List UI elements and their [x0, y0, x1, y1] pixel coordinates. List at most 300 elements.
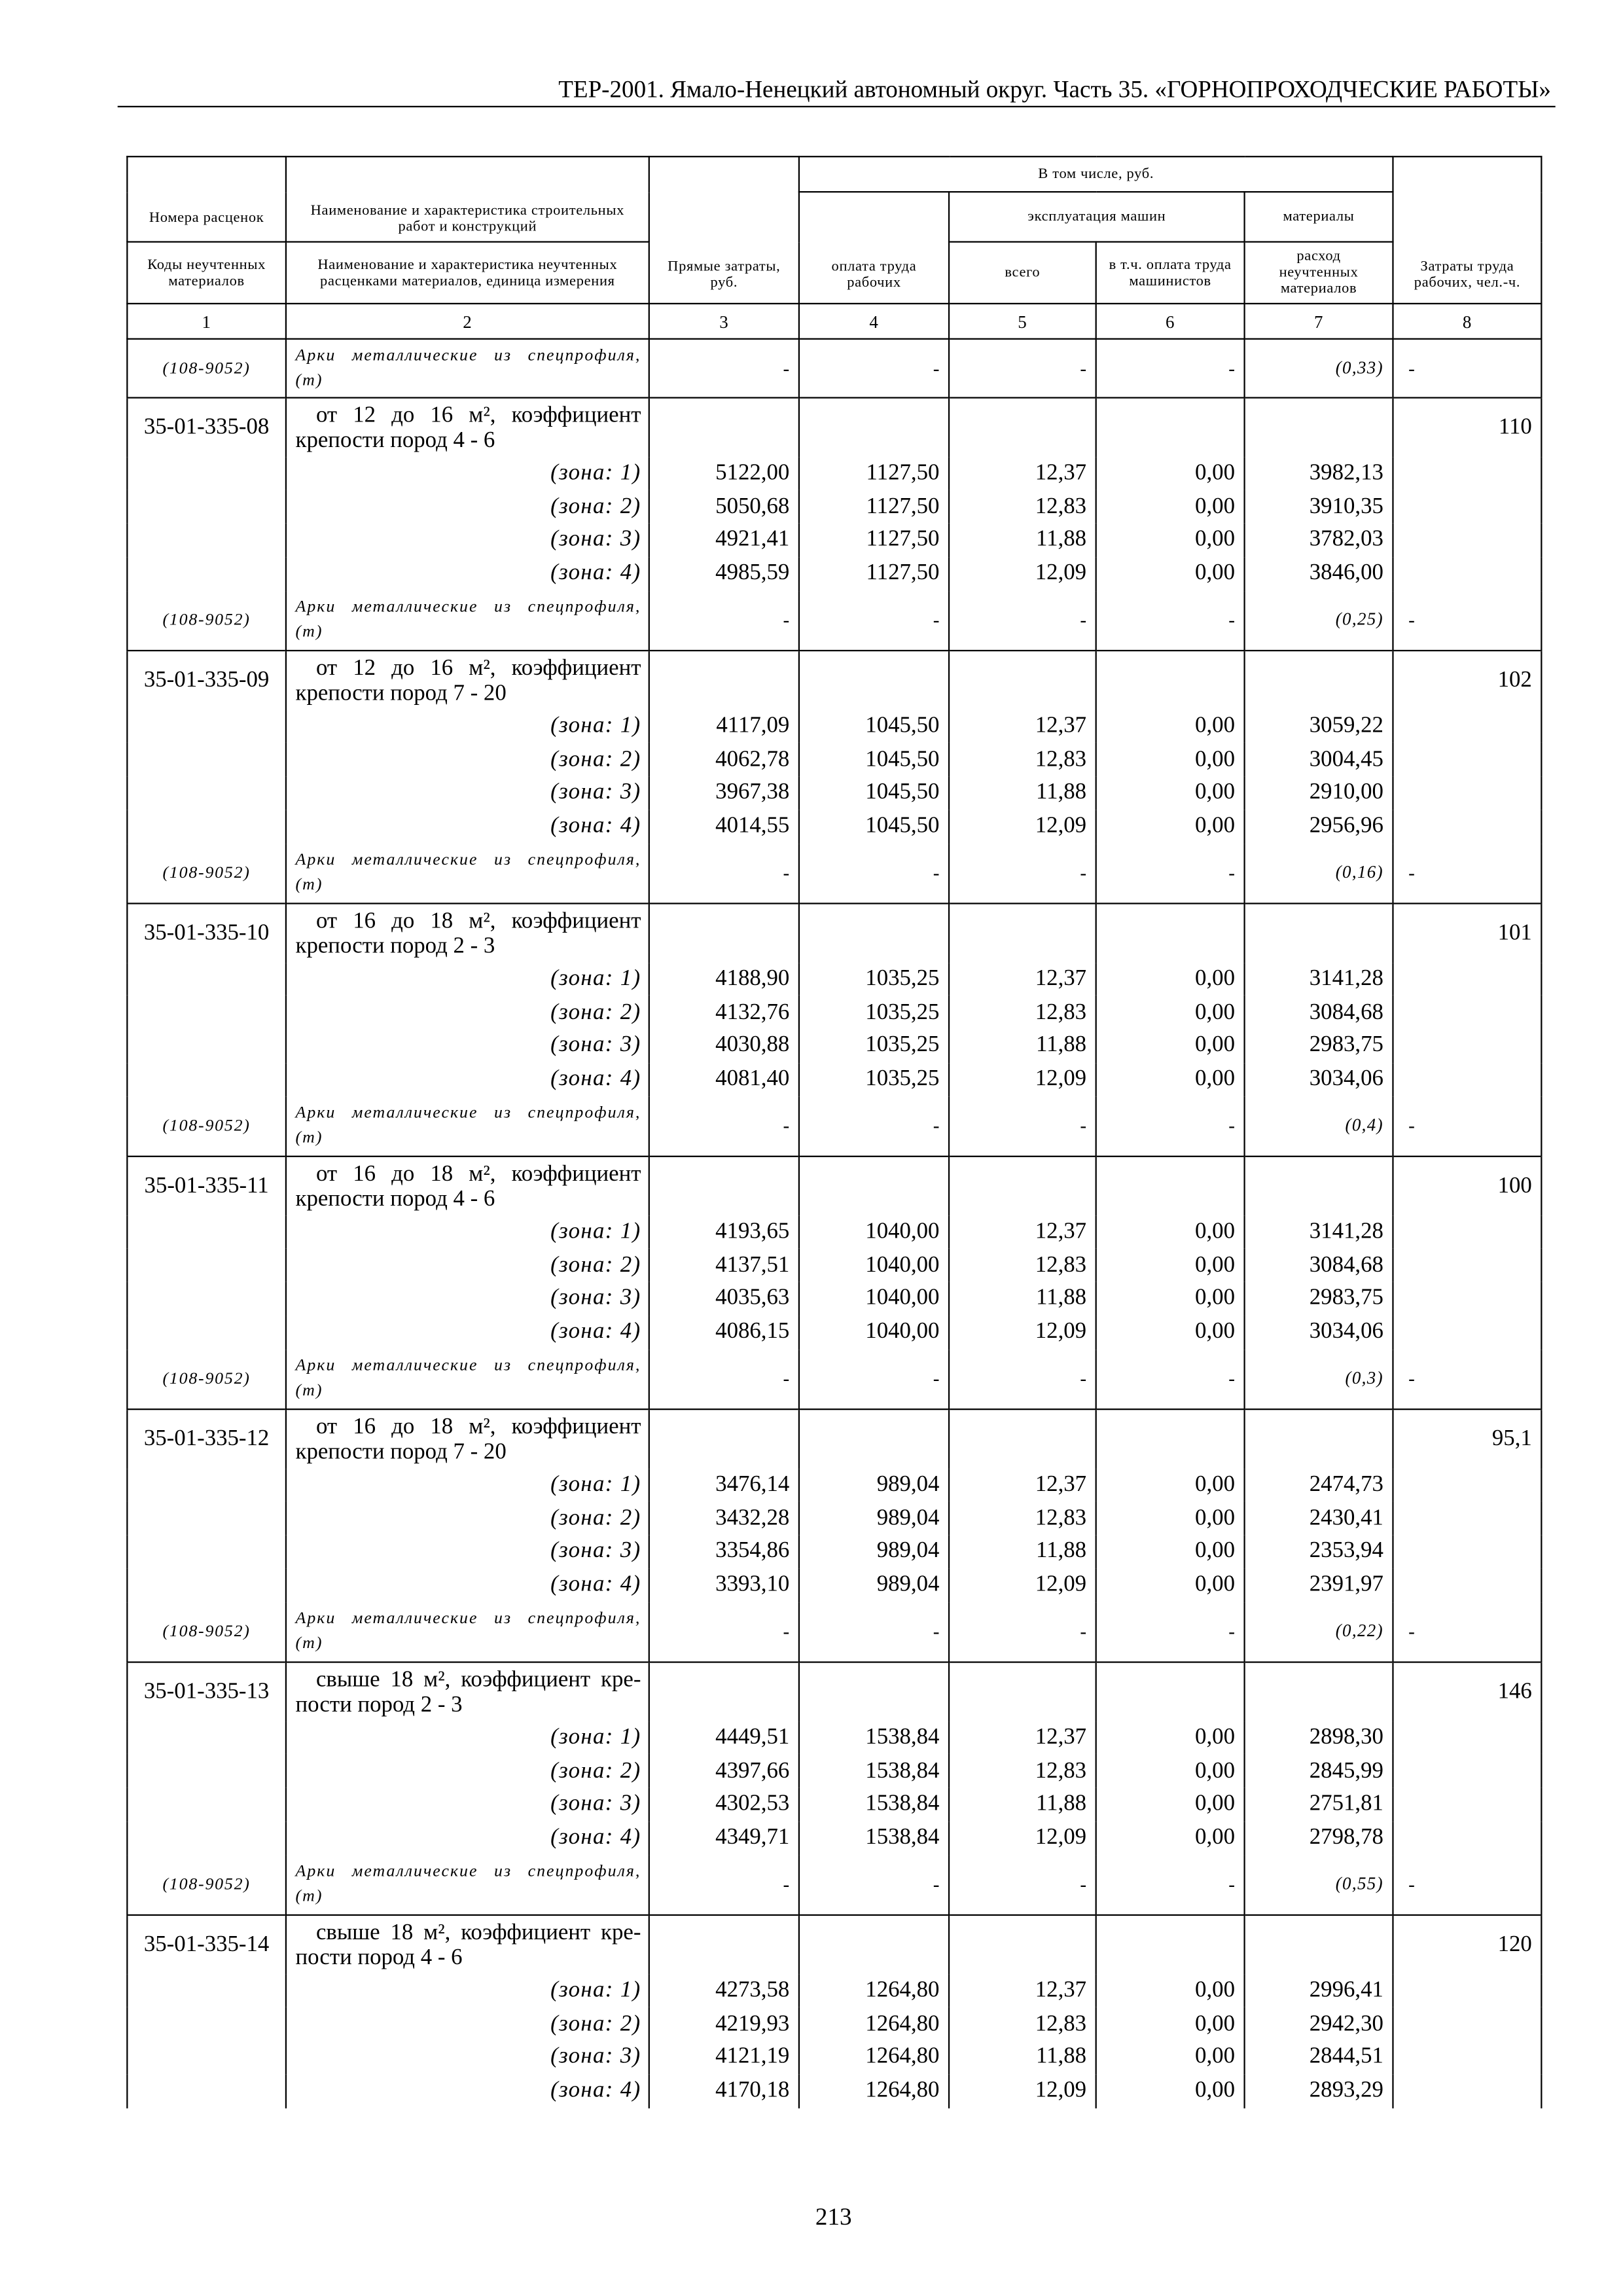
empty-cell [1393, 2007, 1542, 2041]
zone-label: (зона: 1) [286, 1468, 649, 1501]
empty-cell [127, 1468, 286, 1501]
empty-cell [127, 1282, 286, 1316]
machinist-wages: 0,00 [1096, 1788, 1245, 1821]
empty-cell [127, 1029, 286, 1062]
direct-costs: 4121,19 [649, 2041, 799, 2074]
empty-cell [799, 1915, 949, 1974]
empty-cell [1393, 709, 1542, 743]
rate-code: 35-01-335-08 [127, 398, 286, 457]
rate-heading-row [127, 1915, 1541, 1974]
machinist-wages: 0,00 [1096, 1821, 1245, 1855]
header-line: неучтенных [1279, 264, 1359, 281]
worker-wages: 1264,80 [799, 2041, 949, 2074]
zone-row [127, 996, 1541, 1029]
empty-cell [1096, 1662, 1245, 1721]
material-costs: 2956,96 [1245, 810, 1393, 843]
rate-code: 35-01-335-12 [127, 1409, 286, 1468]
material-name-line: Арки металлические из спецпрофиля, [295, 598, 641, 616]
machine-costs-total: 12,09 [949, 1568, 1096, 1602]
empty-cell [949, 398, 1096, 457]
zone-row [127, 490, 1541, 524]
description-line: крепости пород 7 - 20 [295, 1439, 507, 1464]
worker-wages: 1035,25 [799, 1063, 949, 1096]
material-costs: 3059,22 [1245, 709, 1393, 743]
rate-block [127, 1409, 1541, 1662]
header-material-consumption [1245, 242, 1393, 304]
material-name-line: Арки металлические из спецпрофиля, [295, 1862, 641, 1880]
material-consumption: (0,25) [1245, 590, 1393, 651]
material-worker-wages: - [799, 1349, 949, 1409]
header-line: материалов [1280, 281, 1357, 297]
zone-row [127, 1249, 1541, 1282]
material-code: (108-9052) [127, 1096, 286, 1157]
machine-costs-total: 11,88 [949, 1788, 1096, 1821]
machine-costs-total: 12,37 [949, 1721, 1096, 1754]
material-costs: 2983,75 [1245, 1282, 1393, 1316]
zone-label: (зона: 1) [286, 962, 649, 996]
labor-hours: 120 [1393, 1915, 1542, 1974]
material-worker-wages: - [799, 1602, 949, 1662]
machinist-wages: 0,00 [1096, 1063, 1245, 1096]
empty-cell [1096, 903, 1245, 962]
material-costs: 3846,00 [1245, 557, 1393, 590]
column-number: 1 [127, 304, 286, 339]
material-name-line: (т) [295, 1382, 323, 1400]
empty-cell [127, 709, 286, 743]
material-labor-hours: - [1393, 1602, 1542, 1662]
machinist-wages: 0,00 [1096, 996, 1245, 1029]
machinist-wages: 0,00 [1096, 1721, 1245, 1754]
empty-cell [1245, 651, 1393, 709]
empty-cell [949, 903, 1096, 962]
empty-cell [1393, 1535, 1542, 1568]
header-machines-total: всего [949, 242, 1096, 304]
material-name-line: (т) [295, 1634, 323, 1653]
material-labor-hours: - [1393, 1096, 1542, 1157]
empty-cell [127, 1755, 286, 1788]
empty-cell [127, 1063, 286, 1096]
material-machine-costs-total: - [949, 1349, 1096, 1409]
worker-wages: 989,04 [799, 1535, 949, 1568]
zone-label: (зона: 2) [286, 743, 649, 776]
zone-row [127, 776, 1541, 810]
worker-wages: 1264,80 [799, 2074, 949, 2108]
description-line: крепости пород 4 - 6 [295, 427, 495, 453]
material-name [286, 590, 649, 651]
empty-cell [127, 962, 286, 996]
worker-wages: 1264,80 [799, 1974, 949, 2007]
material-machinist-wages: - [1096, 1096, 1245, 1157]
worker-wages: 1538,84 [799, 1821, 949, 1855]
header-line: руб. [710, 275, 738, 291]
header-direct-costs [649, 156, 799, 304]
material-costs: 2910,00 [1245, 776, 1393, 810]
zone-row [127, 1821, 1541, 1855]
column-number: 4 [799, 304, 949, 339]
header-line: оплата труда [831, 259, 917, 276]
material-name [286, 1096, 649, 1157]
header-line: работ и конструкций [398, 219, 537, 236]
direct-costs: 5122,00 [649, 457, 799, 490]
material-machine-costs-total: - [949, 590, 1096, 651]
machinist-wages: 0,00 [1096, 490, 1245, 524]
empty-cell [1393, 1215, 1542, 1249]
empty-cell [1096, 1157, 1245, 1215]
empty-cell [949, 1915, 1096, 1974]
machine-costs-total: 12,83 [949, 743, 1096, 776]
empty-cell [1393, 743, 1542, 776]
labor-hours: 102 [1393, 651, 1542, 709]
empty-cell [1393, 557, 1542, 590]
machinist-wages: 0,00 [1096, 1535, 1245, 1568]
rate-heading-row [127, 651, 1541, 709]
material-worker-wages: - [799, 1096, 949, 1157]
material-machinist-wages: - [1096, 1602, 1245, 1662]
material-costs: 3004,45 [1245, 743, 1393, 776]
empty-cell [1245, 903, 1393, 962]
material-code: (108-9052) [127, 1602, 286, 1662]
worker-wages: 1045,50 [799, 810, 949, 843]
material-costs: 2353,94 [1245, 1535, 1393, 1568]
material-costs: 2474,73 [1245, 1468, 1393, 1501]
material-consumption: (0,33) [1245, 339, 1393, 398]
empty-cell [949, 651, 1096, 709]
worker-wages: 1045,50 [799, 709, 949, 743]
header-line: Коды неучтенных [147, 256, 266, 273]
column-number: 7 [1245, 304, 1393, 339]
empty-cell [1393, 524, 1542, 557]
empty-cell [1393, 1755, 1542, 1788]
material-machinist-wages: - [1096, 843, 1245, 903]
header-line: материалов [168, 272, 245, 289]
rate-code: 35-01-335-10 [127, 903, 286, 962]
zone-row [127, 1721, 1541, 1754]
worker-wages: 1538,84 [799, 1788, 949, 1821]
material-labor-hours: - [1393, 1855, 1542, 1915]
worker-wages: 1035,25 [799, 996, 949, 1029]
header-rule [118, 106, 1556, 107]
direct-costs: 3354,86 [649, 1535, 799, 1568]
direct-costs: 4035,63 [649, 1282, 799, 1316]
empty-cell [127, 1721, 286, 1754]
rate-block [127, 398, 1541, 651]
labor-hours: 146 [1393, 1662, 1542, 1721]
material-name-line: Арки металлические из спецпрофиля, [295, 346, 641, 364]
empty-cell [649, 903, 799, 962]
empty-cell [127, 1821, 286, 1855]
material-consumption: (0,16) [1245, 843, 1393, 903]
zone-label: (зона: 4) [286, 1821, 649, 1855]
empty-cell [1096, 1915, 1245, 1974]
empty-cell [127, 776, 286, 810]
labor-hours: 101 [1393, 903, 1542, 962]
zone-label: (зона: 1) [286, 709, 649, 743]
zone-label: (зона: 1) [286, 1215, 649, 1249]
material-costs: 3034,06 [1245, 1316, 1393, 1349]
description-line: крепости пород 7 - 20 [295, 680, 507, 706]
worker-wages: 989,04 [799, 1501, 949, 1535]
column-number-row [127, 304, 1541, 339]
machine-costs-total: 12,83 [949, 490, 1096, 524]
machine-costs-total: 11,88 [949, 1282, 1096, 1316]
empty-cell [127, 1535, 286, 1568]
empty-cell [127, 810, 286, 843]
empty-cell [127, 557, 286, 590]
machine-costs-total: 12,09 [949, 557, 1096, 590]
machinist-wages: 0,00 [1096, 709, 1245, 743]
labor-hours: 95,1 [1393, 1409, 1542, 1468]
description-line: от 12 до 16 м², коэффициент [315, 655, 641, 681]
material-direct-costs: - [649, 1855, 799, 1915]
empty-cell [127, 524, 286, 557]
direct-costs: 4397,66 [649, 1755, 799, 1788]
material-name [286, 1855, 649, 1915]
rate-code: 35-01-335-09 [127, 651, 286, 709]
direct-costs: 3432,28 [649, 1501, 799, 1535]
material-costs: 2898,30 [1245, 1721, 1393, 1754]
machinist-wages: 0,00 [1096, 524, 1245, 557]
material-machine-costs-total: - [949, 843, 1096, 903]
direct-costs: 4117,09 [649, 709, 799, 743]
material-direct-costs: - [649, 1096, 799, 1157]
rate-code: 35-01-335-14 [127, 1915, 286, 1974]
empty-cell [1096, 1409, 1245, 1468]
material-costs: 2893,29 [1245, 2074, 1393, 2108]
worker-wages: 1045,50 [799, 776, 949, 810]
worker-wages: 1040,00 [799, 1215, 949, 1249]
labor-hours: 100 [1393, 1157, 1542, 1215]
header-worker-wages [799, 192, 949, 304]
zone-label: (зона: 3) [286, 776, 649, 810]
machinist-wages: 0,00 [1096, 1568, 1245, 1602]
zone-row [127, 1282, 1541, 1316]
empty-cell [127, 1568, 286, 1602]
zone-row [127, 1535, 1541, 1568]
machine-costs-total: 12,37 [949, 1468, 1096, 1501]
direct-costs: 3476,14 [649, 1468, 799, 1501]
machine-costs-total: 12,83 [949, 1249, 1096, 1282]
material-costs: 3034,06 [1245, 1063, 1393, 1096]
empty-cell [127, 1501, 286, 1535]
zone-label: (зона: 3) [286, 1788, 649, 1821]
worker-wages: 1035,25 [799, 962, 949, 996]
empty-cell [1096, 651, 1245, 709]
empty-cell [1393, 1063, 1542, 1096]
direct-costs: 4014,55 [649, 810, 799, 843]
header-line: машинистов [1129, 272, 1211, 289]
empty-cell [1393, 490, 1542, 524]
material-machine-costs-total: - [949, 1096, 1096, 1157]
empty-cell [1393, 2041, 1542, 2074]
rate-block [127, 903, 1541, 1156]
rate-block [127, 651, 1541, 903]
machinist-wages: 0,00 [1096, 1501, 1245, 1535]
machine-costs-total: 12,83 [949, 1501, 1096, 1535]
material-labor-hours: - [1393, 843, 1542, 903]
material-costs: 3782,03 [1245, 524, 1393, 557]
header-labor-hours [1393, 156, 1542, 304]
empty-cell [127, 490, 286, 524]
empty-cell [799, 398, 949, 457]
zone-row [127, 2041, 1541, 2074]
material-costs: 3982,13 [1245, 457, 1393, 490]
header-line: Прямые затраты, [668, 259, 781, 276]
material-name-line: (т) [295, 1128, 323, 1147]
worker-wages: 1040,00 [799, 1249, 949, 1282]
empty-cell [799, 903, 949, 962]
worker-wages: 989,04 [799, 1468, 949, 1501]
zone-row [127, 810, 1541, 843]
header-line: расход [1296, 248, 1341, 265]
zone-row [127, 1788, 1541, 1821]
empty-cell [649, 1662, 799, 1721]
description-line: свыше 18 м², коэффициент кре- [315, 1920, 641, 1945]
zone-row [127, 2074, 1541, 2108]
material-costs: 2844,51 [1245, 2041, 1393, 2074]
header-material-codes [127, 242, 286, 304]
direct-costs: 4302,53 [649, 1788, 799, 1821]
material-direct-costs: - [649, 339, 799, 398]
header-materials: материалы [1245, 192, 1393, 242]
machinist-wages: 0,00 [1096, 810, 1245, 843]
machine-costs-total: 11,88 [949, 1535, 1096, 1568]
machine-costs-total: 11,88 [949, 524, 1096, 557]
empty-cell [1393, 810, 1542, 843]
description-line: пости пород 4 - 6 [295, 1945, 463, 1970]
zone-row [127, 1568, 1541, 1602]
machine-costs-total: 11,88 [949, 2041, 1096, 2074]
machinist-wages: 0,00 [1096, 1029, 1245, 1062]
material-name-line: Арки металлические из спецпрофиля, [295, 851, 641, 869]
zone-label: (зона: 2) [286, 996, 649, 1029]
empty-cell [799, 1409, 949, 1468]
empty-cell [799, 651, 949, 709]
machinist-wages: 0,00 [1096, 557, 1245, 590]
direct-costs: 4219,93 [649, 2007, 799, 2041]
direct-costs: 4170,18 [649, 2074, 799, 2108]
zone-row [127, 1316, 1541, 1349]
empty-cell [1393, 1249, 1542, 1282]
empty-cell [1393, 962, 1542, 996]
zone-row [127, 1063, 1541, 1096]
machine-costs-total: 12,09 [949, 810, 1096, 843]
machine-costs-total: 12,09 [949, 1316, 1096, 1349]
empty-cell [649, 1409, 799, 1468]
direct-costs: 4137,51 [649, 1249, 799, 1282]
empty-cell [1393, 1282, 1542, 1316]
empty-cell [127, 996, 286, 1029]
material-costs: 2983,75 [1245, 1029, 1393, 1062]
material-name-line: Арки металлические из спецпрофиля, [295, 1356, 641, 1374]
worker-wages: 1035,25 [799, 1029, 949, 1062]
empty-cell [949, 1157, 1096, 1215]
direct-costs: 4030,88 [649, 1029, 799, 1062]
zone-label: (зона: 4) [286, 557, 649, 590]
column-number: 3 [649, 304, 799, 339]
zone-row [127, 457, 1541, 490]
machinist-wages: 0,00 [1096, 743, 1245, 776]
description-line: от 12 до 16 м², коэффициент [315, 402, 641, 428]
empty-cell [1245, 1157, 1393, 1215]
empty-cell [1393, 1974, 1542, 2007]
material-code: (108-9052) [127, 339, 286, 398]
material-consumption: (0,4) [1245, 1096, 1393, 1157]
empty-cell [127, 1215, 286, 1249]
empty-cell [1393, 1821, 1542, 1855]
machine-costs-total: 12,09 [949, 1063, 1096, 1096]
machinist-wages: 0,00 [1096, 1755, 1245, 1788]
rate-description [286, 398, 649, 457]
empty-cell [127, 1788, 286, 1821]
rate-description [286, 651, 649, 709]
machine-costs-total: 12,83 [949, 2007, 1096, 2041]
direct-costs: 4193,65 [649, 1215, 799, 1249]
description-line: крепости пород 2 - 3 [295, 933, 495, 959]
rate-block [127, 1157, 1541, 1409]
material-name-line: (т) [295, 1887, 323, 1905]
machine-costs-total: 12,37 [949, 1974, 1096, 2007]
material-worker-wages: - [799, 590, 949, 651]
zone-label: (зона: 4) [286, 1568, 649, 1602]
empty-cell [1393, 1029, 1542, 1062]
machinist-wages: 0,00 [1096, 962, 1245, 996]
unaccounted-material-row [127, 843, 1541, 903]
machinist-wages: 0,00 [1096, 2074, 1245, 2108]
machinist-wages: 0,00 [1096, 2041, 1245, 2074]
material-costs: 3084,68 [1245, 1249, 1393, 1282]
leading-material-block [127, 339, 1541, 398]
zone-label: (зона: 4) [286, 810, 649, 843]
column-number: 2 [286, 304, 649, 339]
empty-cell [799, 1157, 949, 1215]
empty-cell [649, 1157, 799, 1215]
header-row [127, 156, 1541, 192]
header-line: рабочих [847, 275, 901, 291]
rate-block [127, 1915, 1541, 2108]
machinist-wages: 0,00 [1096, 776, 1245, 810]
column-number: 6 [1096, 304, 1245, 339]
worker-wages: 1040,00 [799, 1316, 949, 1349]
description-line: свыше 18 м², коэффициент кре- [315, 1666, 641, 1693]
material-worker-wages: - [799, 1855, 949, 1915]
rate-code: 35-01-335-13 [127, 1662, 286, 1721]
empty-cell [1245, 1915, 1393, 1974]
material-costs: 2942,30 [1245, 2007, 1393, 2041]
zone-label: (зона: 2) [286, 490, 649, 524]
direct-costs: 3967,38 [649, 776, 799, 810]
worker-wages: 989,04 [799, 1568, 949, 1602]
direct-costs: 4188,90 [649, 962, 799, 996]
material-machinist-wages: - [1096, 590, 1245, 651]
machine-costs-total: 12,83 [949, 996, 1096, 1029]
zone-label: (зона: 4) [286, 1316, 649, 1349]
material-code: (108-9052) [127, 1855, 286, 1915]
material-consumption: (0,22) [1245, 1602, 1393, 1662]
material-costs: 2751,81 [1245, 1788, 1393, 1821]
material-name [286, 843, 649, 903]
worker-wages: 1264,80 [799, 2007, 949, 2041]
zone-row [127, 557, 1541, 590]
rate-description [286, 1157, 649, 1215]
material-direct-costs: - [649, 843, 799, 903]
material-machinist-wages: - [1096, 339, 1245, 398]
empty-cell [1393, 1316, 1542, 1349]
machinist-wages: 0,00 [1096, 1468, 1245, 1501]
machine-costs-total: 12,83 [949, 1755, 1096, 1788]
worker-wages: 1538,84 [799, 1755, 949, 1788]
zone-row [127, 1974, 1541, 2007]
material-consumption: (0,3) [1245, 1349, 1393, 1409]
